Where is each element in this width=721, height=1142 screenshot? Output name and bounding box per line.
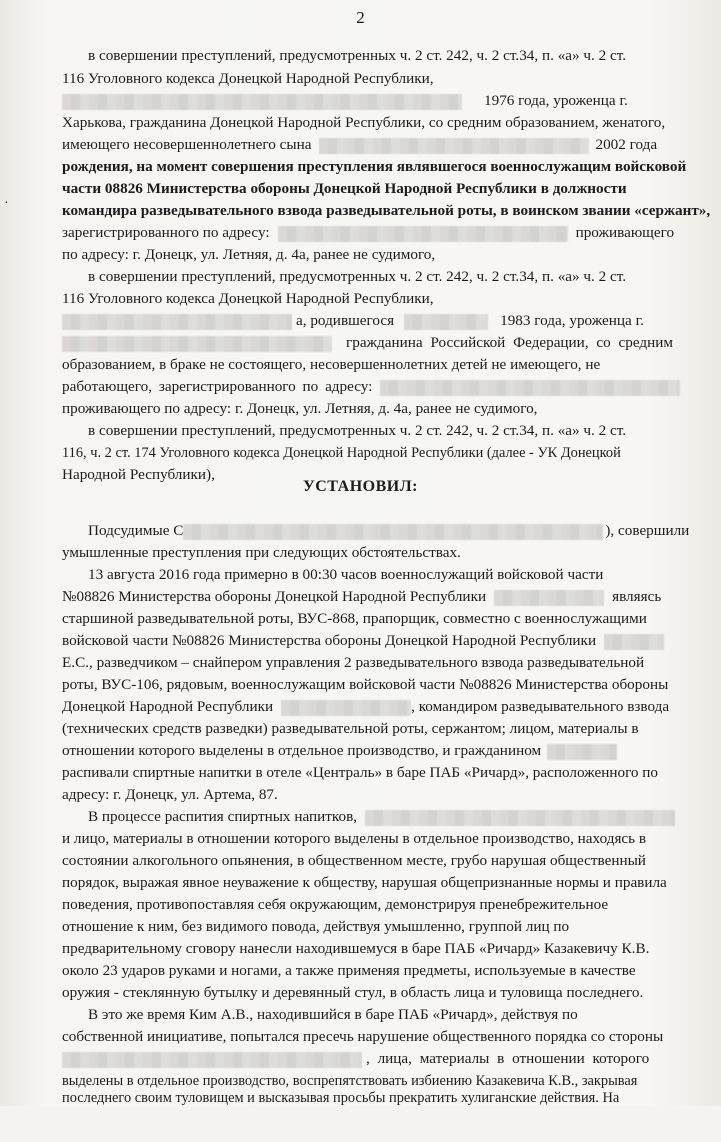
text-line: в совершении преступлений, предусмотренных ч. 2 ст. 242, ч. 2 ст.34, п. «а» ч. 2 ст.	[88, 422, 627, 439]
redacted-text	[319, 138, 589, 154]
text-line: распивали спиртные напитки в отеле «Централь» в баре ПАБ «Ричард», расположенного по	[62, 764, 659, 781]
redacted-text	[380, 380, 680, 396]
text-line: , лица, материалы в отношении которого	[0, 1048, 721, 1070]
redacted-text	[404, 314, 488, 330]
text-line: старшиной разведывательной роты, ВУС-868, прапорщик, совместно с военнослужащими	[62, 610, 647, 627]
text-line: образованием, в браке не состоящего, несовершеннолетних детей не имеющего, не	[62, 356, 601, 373]
redacted-text	[183, 524, 603, 540]
text-line: войсковой части №08826 Министерства обороны Донецкой Народной Республики	[0, 630, 721, 652]
margin-mark: ·	[4, 196, 9, 211]
text-line: и лицо, материалы в отношении которого выделены в отдельное производство, находясь в	[62, 830, 647, 847]
redacted-text	[62, 1052, 362, 1068]
text-line: порядок, выражая явное неуважение к обществу, нарушая общепризнанные нормы и правила	[62, 874, 667, 891]
text-line: гражданина Российской Федерации, со средним	[0, 332, 721, 354]
text-line: в совершении преступлений, предусмотренных ч. 2 ст. 242, ч. 2 ст.34, п. «а» ч. 2 ст.	[88, 268, 627, 285]
section-heading: УСТАНОВИЛ:	[303, 478, 418, 495]
redacted-text	[604, 634, 664, 650]
text-line: около 23 ударов руками и ногами, а также применяя предметы, используемые в качестве	[62, 962, 636, 979]
text-line: состоянии алкогольного опьянения, в общественном месте, грубо нарушая общественный	[62, 852, 646, 869]
text-line: роты, ВУС-106, рядовым, военнослужащим войсковой части №08826 Министерства обороны	[62, 676, 669, 693]
text-line: №08826 Министерства обороны Донецкой Народной Республики являясь	[62, 588, 662, 605]
redacted-text	[278, 226, 568, 242]
text-line: работающего, зарегистрированного по адресу:	[0, 376, 721, 398]
text-line: 116, ч. 2 ст. 174 Уголовного кодекса Донецкой Народной Республики (далее - УК Донецкой	[62, 445, 621, 461]
text-line: 116 Уголовного кодекса Донецкой Народной Республики,	[62, 290, 434, 307]
text-line: зарегистрированного по адресу: проживающего	[62, 224, 675, 241]
redacted-text	[547, 744, 617, 760]
text-line: отношении которого выделены в отдельное производство, и гражданином	[0, 740, 721, 762]
text-line: выделены в отдельное производство, воспрепятствовать избиению Казакевича К.В., закрывая	[62, 1073, 638, 1089]
text-line: собственной инициативе, попытался пресечь нарушение общественного порядка со стороны	[62, 1028, 664, 1045]
text-line: отношение к ним, без видимого повода, действуя умышленно, группой лиц по	[62, 918, 570, 935]
text-line: Донецкой Народной Республики , командиром разведывательного взвода	[62, 698, 670, 715]
text-line: В это же время Ким А.В., находившийся в баре ПАБ «Ричард», действуя по	[88, 1006, 578, 1023]
text-line: Подсудимые С ), совершили	[88, 522, 690, 539]
text-line: Харькова, гражданина Донецкой Народной Республики, со средним образованием, женатого,	[62, 114, 666, 131]
text-line: в совершении преступлений, предусмотренных ч. 2 ст. 242, ч. 2 ст.34, п. «а» ч. 2 ст.	[88, 47, 627, 64]
text-line: оружия - стеклянную бутылку и деревянный стул, в область лица и туловища последнего.	[62, 984, 644, 1001]
redacted-text	[62, 336, 332, 352]
redacted-text	[62, 314, 292, 330]
redacted-text	[281, 700, 411, 716]
redacted-text	[494, 590, 604, 606]
text-line: поведения, противопоставляя себя окружающим, демонстрируя пренебрежительное	[62, 896, 609, 913]
redacted-text	[365, 810, 675, 826]
text-line: Народной Республики),	[62, 466, 215, 483]
text-line: по адресу: г. Донецк, ул. Летняя, д. 4а, ранее не судимого,	[62, 246, 436, 263]
text-line: имеющего несовершеннолетнего сына 2002 года	[62, 136, 658, 153]
text-line: Е.С., разведчиком – снайпером управления 2 разведывательного взвода разведывательной	[62, 654, 645, 671]
text-line: рождения, на момент совершения преступления являвшегося военнослужащим войсковой	[62, 158, 687, 175]
text-line: предварительному сговору нанесли находившемуся в баре ПАБ «Ричард» Казакевичу К.В.	[62, 940, 650, 957]
text-line: адресу: г. Донецк, ул. Артема, 87.	[62, 786, 278, 803]
text-line: командира разведывательного взвода разведывательной роты, в воинском звании «сержант»,	[62, 202, 711, 219]
text-line: умышленные преступления при следующих обстоятельствах.	[62, 544, 461, 561]
text-line: В процессе распития спиртных напитков,	[0, 806, 721, 828]
redacted-text	[62, 94, 462, 110]
text-line: 116 Уголовного кодекса Донецкой Народной Республики,	[62, 70, 434, 87]
text-line: а, родившегося 1983 года, уроженца г.	[0, 310, 721, 332]
text-line: (технических средств разведки) разведывательной роты, сержантом; лицом, материалы в	[62, 720, 639, 737]
text-line: последнего своим туловищем и высказывая просьбы прекратить хулиганские действия. На	[62, 1090, 620, 1106]
text-line: 1976 года, уроженца г.	[0, 90, 721, 112]
text-line: проживающего по адресу: г. Донецк, ул. Летняя, д. 4а, ранее не судимого,	[62, 400, 538, 417]
text-line: части 08826 Министерства обороны Донецкой Народной Республики в должности	[62, 180, 627, 197]
page-number: 2	[356, 8, 365, 27]
text-line: 13 августа 2016 года примерно в 00:30 часов военнослужащий войсковой части	[88, 566, 604, 583]
